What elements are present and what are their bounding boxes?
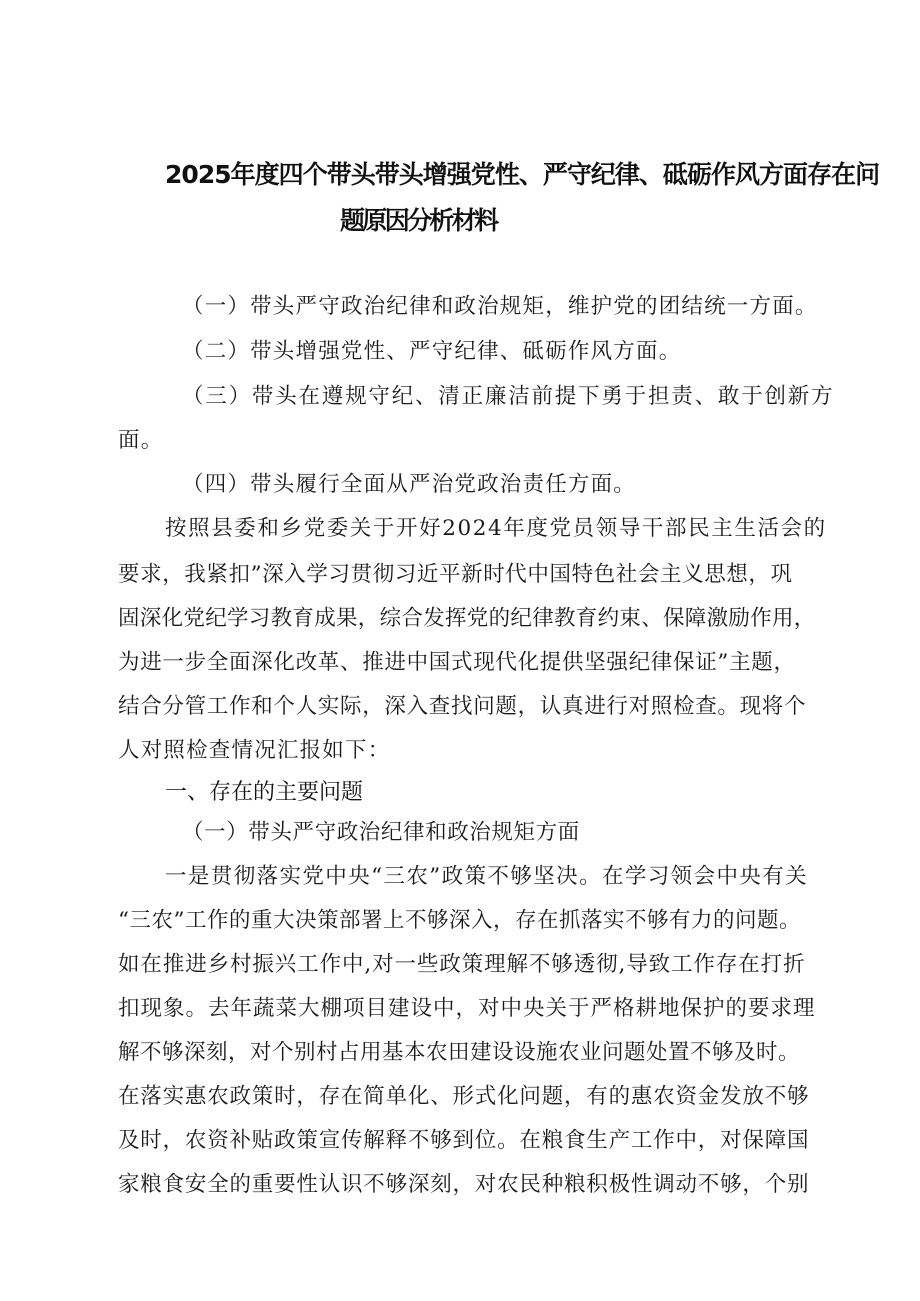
section-heading: 一、存在的主要问题: [165, 780, 364, 805]
document-title-line-1: 2025年度四个带头带头增强党性、严守纪律、砥砺作风方面存在问: [165, 160, 880, 189]
intro-line-6: 人对照检查情况汇报如下：: [118, 738, 391, 763]
body-line-2: “三农”工作的重大决策部署上不够深入，存在抓落实不够有力的问题。: [118, 908, 801, 933]
body-line-1: 一是贯彻落实党中央“三农”政策不够坚决。在学习领会中央有关: [165, 864, 809, 889]
toc-item-2: （二）带头增强党性、严守纪律、砥砺作风方面。: [182, 339, 682, 364]
body-line-6: 在落实惠农政策时，存在简单化、形式化问题，有的惠农资金发放不够: [118, 1084, 810, 1109]
toc-item-3-continued: 面。: [118, 428, 164, 453]
toc-item-4: （四）带头履行全面从严治党政治责任方面。: [182, 472, 637, 497]
intro-line-2: 要求，我紧扣”深入学习贯彻习近平新时代中国特色社会主义思想，巩: [118, 562, 793, 587]
toc-item-3: （三）带头在遵规守纪、清正廉洁前提下勇于担责、敢于创新方: [182, 384, 835, 409]
document-title-line-2: 题原因分析材料: [340, 206, 497, 235]
intro-line-4: 为进一步全面深化改革、推进中国式现代化提供坚强纪律保证”主题，: [118, 650, 796, 675]
body-line-3: 如在推进乡村振兴工作中,对一些政策理解不够透彻,导致工作存在打折: [118, 952, 806, 977]
body-line-4: 扣现象。去年蔬菜大棚项目建设中，对中央关于严格耕地保护的要求理: [118, 996, 816, 1021]
intro-line-1: 按照县委和乡党委关于开好2024年度党员领导干部民主生活会的: [165, 516, 827, 541]
intro-line-3: 固深化党纪学习教育成果，综合发挥党的纪律教育约束、保障激励作用，: [118, 606, 816, 631]
section-subheading: （一）带头严守政治纪律和政治规矩方面: [182, 820, 580, 845]
body-line-5: 解不够深刻，对个别村占用基本农田建设设施农业问题处置不够及时。: [118, 1040, 801, 1065]
intro-line-5: 结合分管工作和个人实际，深入查找问题，认真进行对照检查。现将个: [118, 694, 807, 719]
body-line-7: 及时，农资补贴政策宣传解释不够到位。在粮食生产工作中，对保障国: [118, 1128, 810, 1153]
body-line-8: 家粮食安全的重要性认识不够深刻，对农民种粮积极性调动不够，个别: [118, 1172, 810, 1197]
toc-item-1: （一）带头严守政治纪律和政治规矩，维护党的团结统一方面。: [182, 294, 818, 319]
